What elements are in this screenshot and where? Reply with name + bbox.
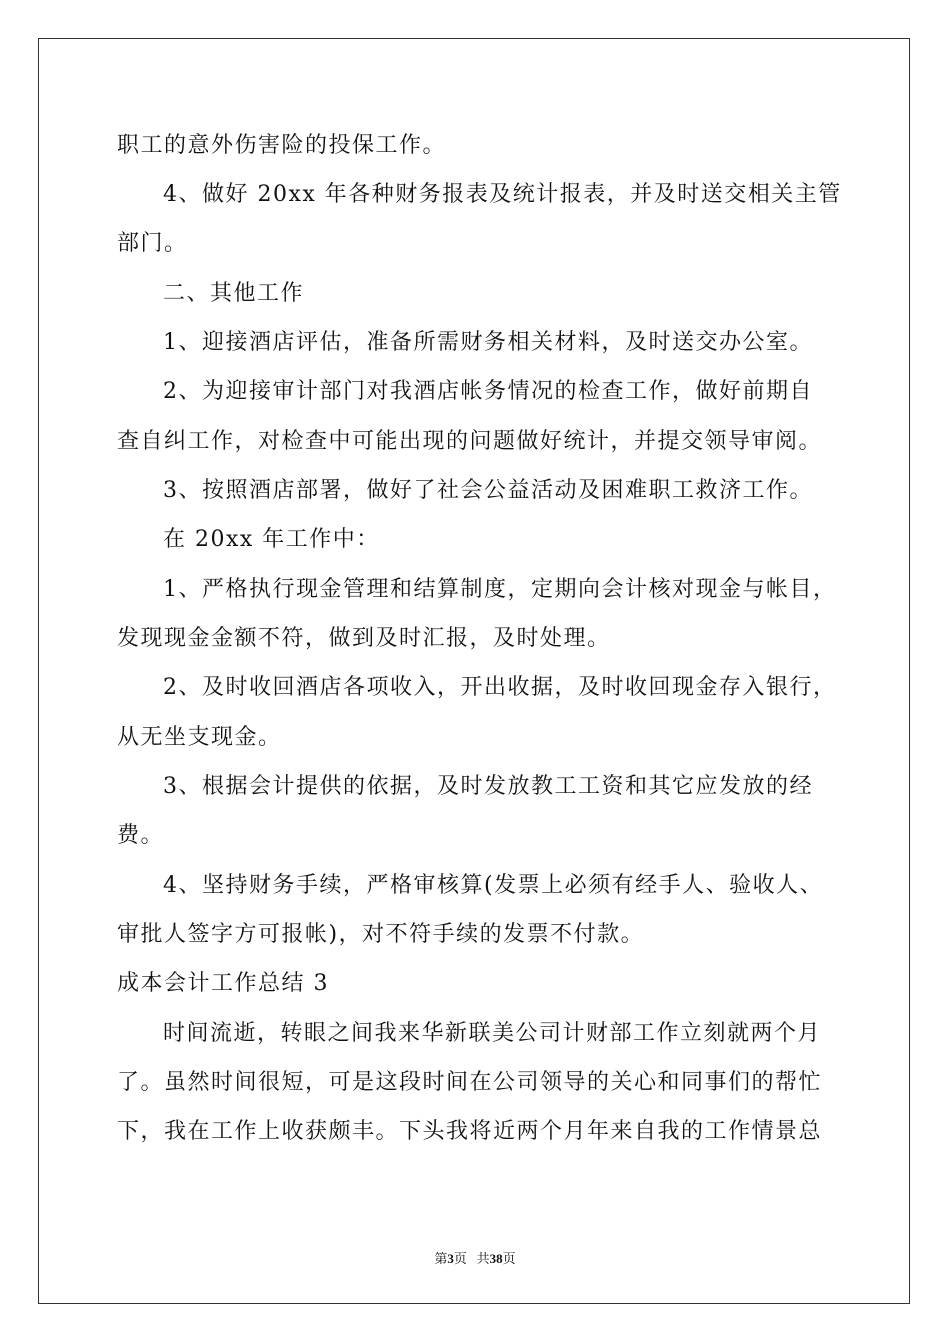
- text-line: 查自纠工作，对检查中可能出现的问题做好统计，并提交领导审阅。: [117, 429, 823, 454]
- section-heading: 二、其他工作: [163, 281, 305, 306]
- page-label-suffix: 页: [453, 1251, 467, 1266]
- text-line: 4、做好 20xx 年各种财务报表及统计报表，并及时送交相关主管: [163, 182, 842, 207]
- text-line: 3、按照酒店部署，做好了社会公益活动及困难职工救济工作。: [163, 478, 813, 503]
- text-line: 审批人签字方可报帐)，对不符手续的发票不付款。: [117, 922, 645, 947]
- page-number: 3: [447, 1251, 454, 1266]
- text-line: 下，我在工作上收获颇丰。下头我将近两个月年来自我的工作情景总: [117, 1119, 823, 1144]
- text-line: 在 20xx 年工作中：: [163, 527, 380, 552]
- total-pages: 38: [489, 1251, 503, 1266]
- text-line: 2、及时收回酒店各项收入，开出收据，及时收回现金存入银行，: [163, 675, 837, 700]
- text-line: 3、根据会计提供的依据，及时发放教工工资和其它应发放的经: [163, 774, 813, 799]
- text-line: 了。虽然时间很短，可是这段时间在公司领导的关心和同事们的帮忙: [117, 1070, 823, 1095]
- text-line: 2、为迎接审计部门对我酒店帐务情况的检查工作，做好前期自: [163, 379, 813, 404]
- text-line: 4、坚持财务手续，严格审核算(发票上必须有经手人、验收人、: [163, 873, 824, 898]
- section-title: 成本会计工作总结 3: [117, 971, 329, 996]
- page-footer: [0, 1248, 950, 1267]
- total-label-suffix: 页: [502, 1251, 516, 1266]
- text-line: 部门。: [117, 231, 188, 256]
- text-line: 费。: [117, 823, 165, 848]
- text-line: 职工的意外伤害险的投保工作。: [117, 133, 447, 158]
- text-line: 发现现金金额不符，做到及时汇报，及时处理。: [117, 626, 611, 651]
- text-line: 时间流逝，转眼之间我来华新联美公司计财部工作立刻就两个月: [163, 1021, 822, 1046]
- total-label-prefix: 共: [476, 1251, 490, 1266]
- text-line: 从无坐支现金。: [117, 725, 282, 750]
- text-line: 1、迎接酒店评估，准备所需财务相关材料，及时送交办公室。: [163, 330, 813, 355]
- page-label-prefix: 第: [434, 1251, 448, 1266]
- text-line: 1、严格执行现金管理和结算制度，定期向会计核对现金与帐目，: [163, 577, 837, 602]
